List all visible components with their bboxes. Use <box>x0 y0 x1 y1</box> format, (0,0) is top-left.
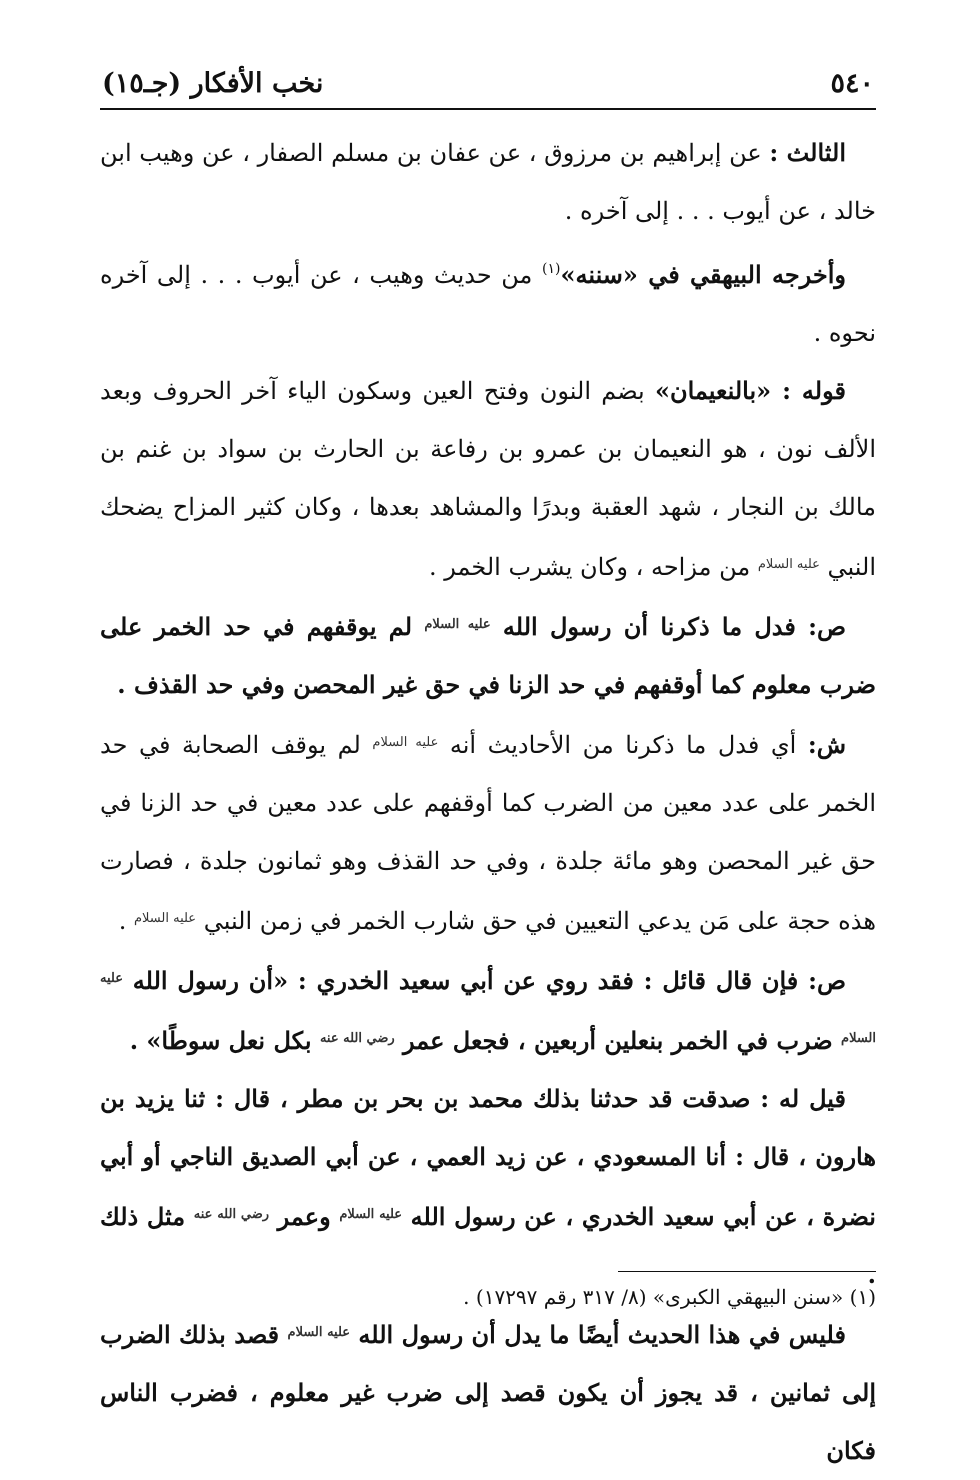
honorific-glyph: عليه السلام <box>757 557 820 572</box>
paragraph-text: . <box>118 907 134 935</box>
paragraph-6 <box>100 950 876 1070</box>
paragraph-lead: وأخرجه البيهقي في «سننه» <box>560 260 846 289</box>
paragraph-text: لم يوقفهم في حد الخمر على ضرب معلوم كما أوقفهم في حد الزنا في حق غير المحصن وفي حد القذف . <box>100 612 876 699</box>
paragraph-5 <box>100 714 876 950</box>
paragraph-text: قصد بذلك الضرب إلى ثمانين ، قد يجوز أن يكون قصد إلى ضرب غير معلوم ، فضرب الناس فكان <box>100 1320 876 1465</box>
paragraph-text: من مزاحه ، وكان يشرب الخمر . <box>428 553 758 581</box>
paragraph-lead: ص: <box>808 612 846 641</box>
honorific-glyph: عليه السلام <box>372 735 439 750</box>
footnote: (١) «سنن البيهقي الكبرى» (٨/ ٣١٧ رقم ١٧٢٩٧) . <box>463 1285 876 1309</box>
page-body <box>100 124 876 1480</box>
footnote-separator <box>618 1271 876 1272</box>
paragraph-lead: قوله : «بالنعيمان» <box>654 376 846 405</box>
paragraph-text: عن إبراهيم بن مرزوق ، عن عفان بن مسلم الصفار ، عن وهيب ابن خالد ، عن أيوب . . . إلى آخره . <box>100 139 876 225</box>
paragraph-text: ضرب في الخمر بنعلين أربعين ، فجعل عمر <box>394 1026 842 1055</box>
paragraph-text: أي فدل ما ذكرنا من الأحاديث أنه <box>438 731 808 759</box>
page-header <box>100 58 876 110</box>
paragraph-text: فدل ما ذكرنا أن رسول الله <box>490 612 809 641</box>
honorific-glyph: عليه السلام <box>134 911 197 926</box>
honorific-glyph: عليه السلام <box>339 1207 403 1222</box>
paragraph-lead: ص: <box>808 966 846 995</box>
paragraph-text: مثل ذلك . <box>100 1202 876 1289</box>
paragraph-lead: ش: <box>807 730 846 759</box>
paragraph-text: فليس في هذا الحديث أيضًا ما يدل أن رسول الله <box>350 1320 846 1349</box>
footnote-reference[interactable]: (١) <box>541 261 561 277</box>
paragraph-text: قيل له : صدقت قد حدثنا بذلك محمد بن بحر بن مطر ، قال : ثنا يزيد بن هارون ، قال : أنا المسعودي ، عن زيد العمي ، عن أبي الصديق الناجي أو أبي نضرة ، عن أبي سعيد الخدري ، عن رسول الله <box>100 1084 876 1231</box>
paragraph-3 <box>100 362 876 596</box>
paragraph-2 <box>100 240 876 362</box>
book-title: نخب الأفكار (جـ١٥) <box>102 67 324 99</box>
paragraph-text: بكل نعل سوطًا» . <box>129 1026 320 1055</box>
paragraph-text: من حديث وهيب ، عن أيوب . . . إلى آخره نحوه . <box>100 261 876 347</box>
honorific-glyph: عليه السلام <box>287 1325 351 1340</box>
paragraph-4 <box>100 596 876 714</box>
paragraph-text: بضم النون وفتح العين وسكون الياء آخر الحروف وبعد الألف نون ، هو النعيمان بن عمرو بن رفاعة بن الحارث بن سواد بن غنم بن مالك بن النجار ، شهد العقبة وبدرًا والمشاهد بعدها ، وكان كثير المزاح يضحك النبي <box>100 377 877 581</box>
paragraph-text: فإن قال قائل : فقد روي عن أبي سعيد الخدري : «أن رسول الله <box>122 966 809 995</box>
paragraph-8 <box>100 1304 876 1480</box>
paragraph-1 <box>100 124 876 240</box>
paragraph-text: وعمر <box>269 1202 340 1231</box>
page-number: ٥٤٠ <box>830 67 874 99</box>
honorific-glyph: عليه السلام <box>100 971 876 1046</box>
honorific-glyph: رضي الله عنه <box>319 1031 395 1046</box>
paragraph-text: لم يوقف الصحابة في حد الخمر على عدد معين من الضرب كما أوقفهم على عدد معين في حد الزنا في حق غير المحصن وهو مائة جلدة ، وفي حد القذف وهو ثمانون جلدة ، فصارت هذه حجة على مَن يدعي التعيين في حق شارب الخمر في زمن النبي <box>100 731 876 935</box>
honorific-glyph: عليه السلام <box>424 617 491 632</box>
honorific-glyph: رضي الله عنه <box>193 1207 270 1222</box>
paragraph-7 <box>100 1070 876 1304</box>
book-page <box>100 0 877 1465</box>
paragraph-lead: الثالث : <box>769 138 846 167</box>
